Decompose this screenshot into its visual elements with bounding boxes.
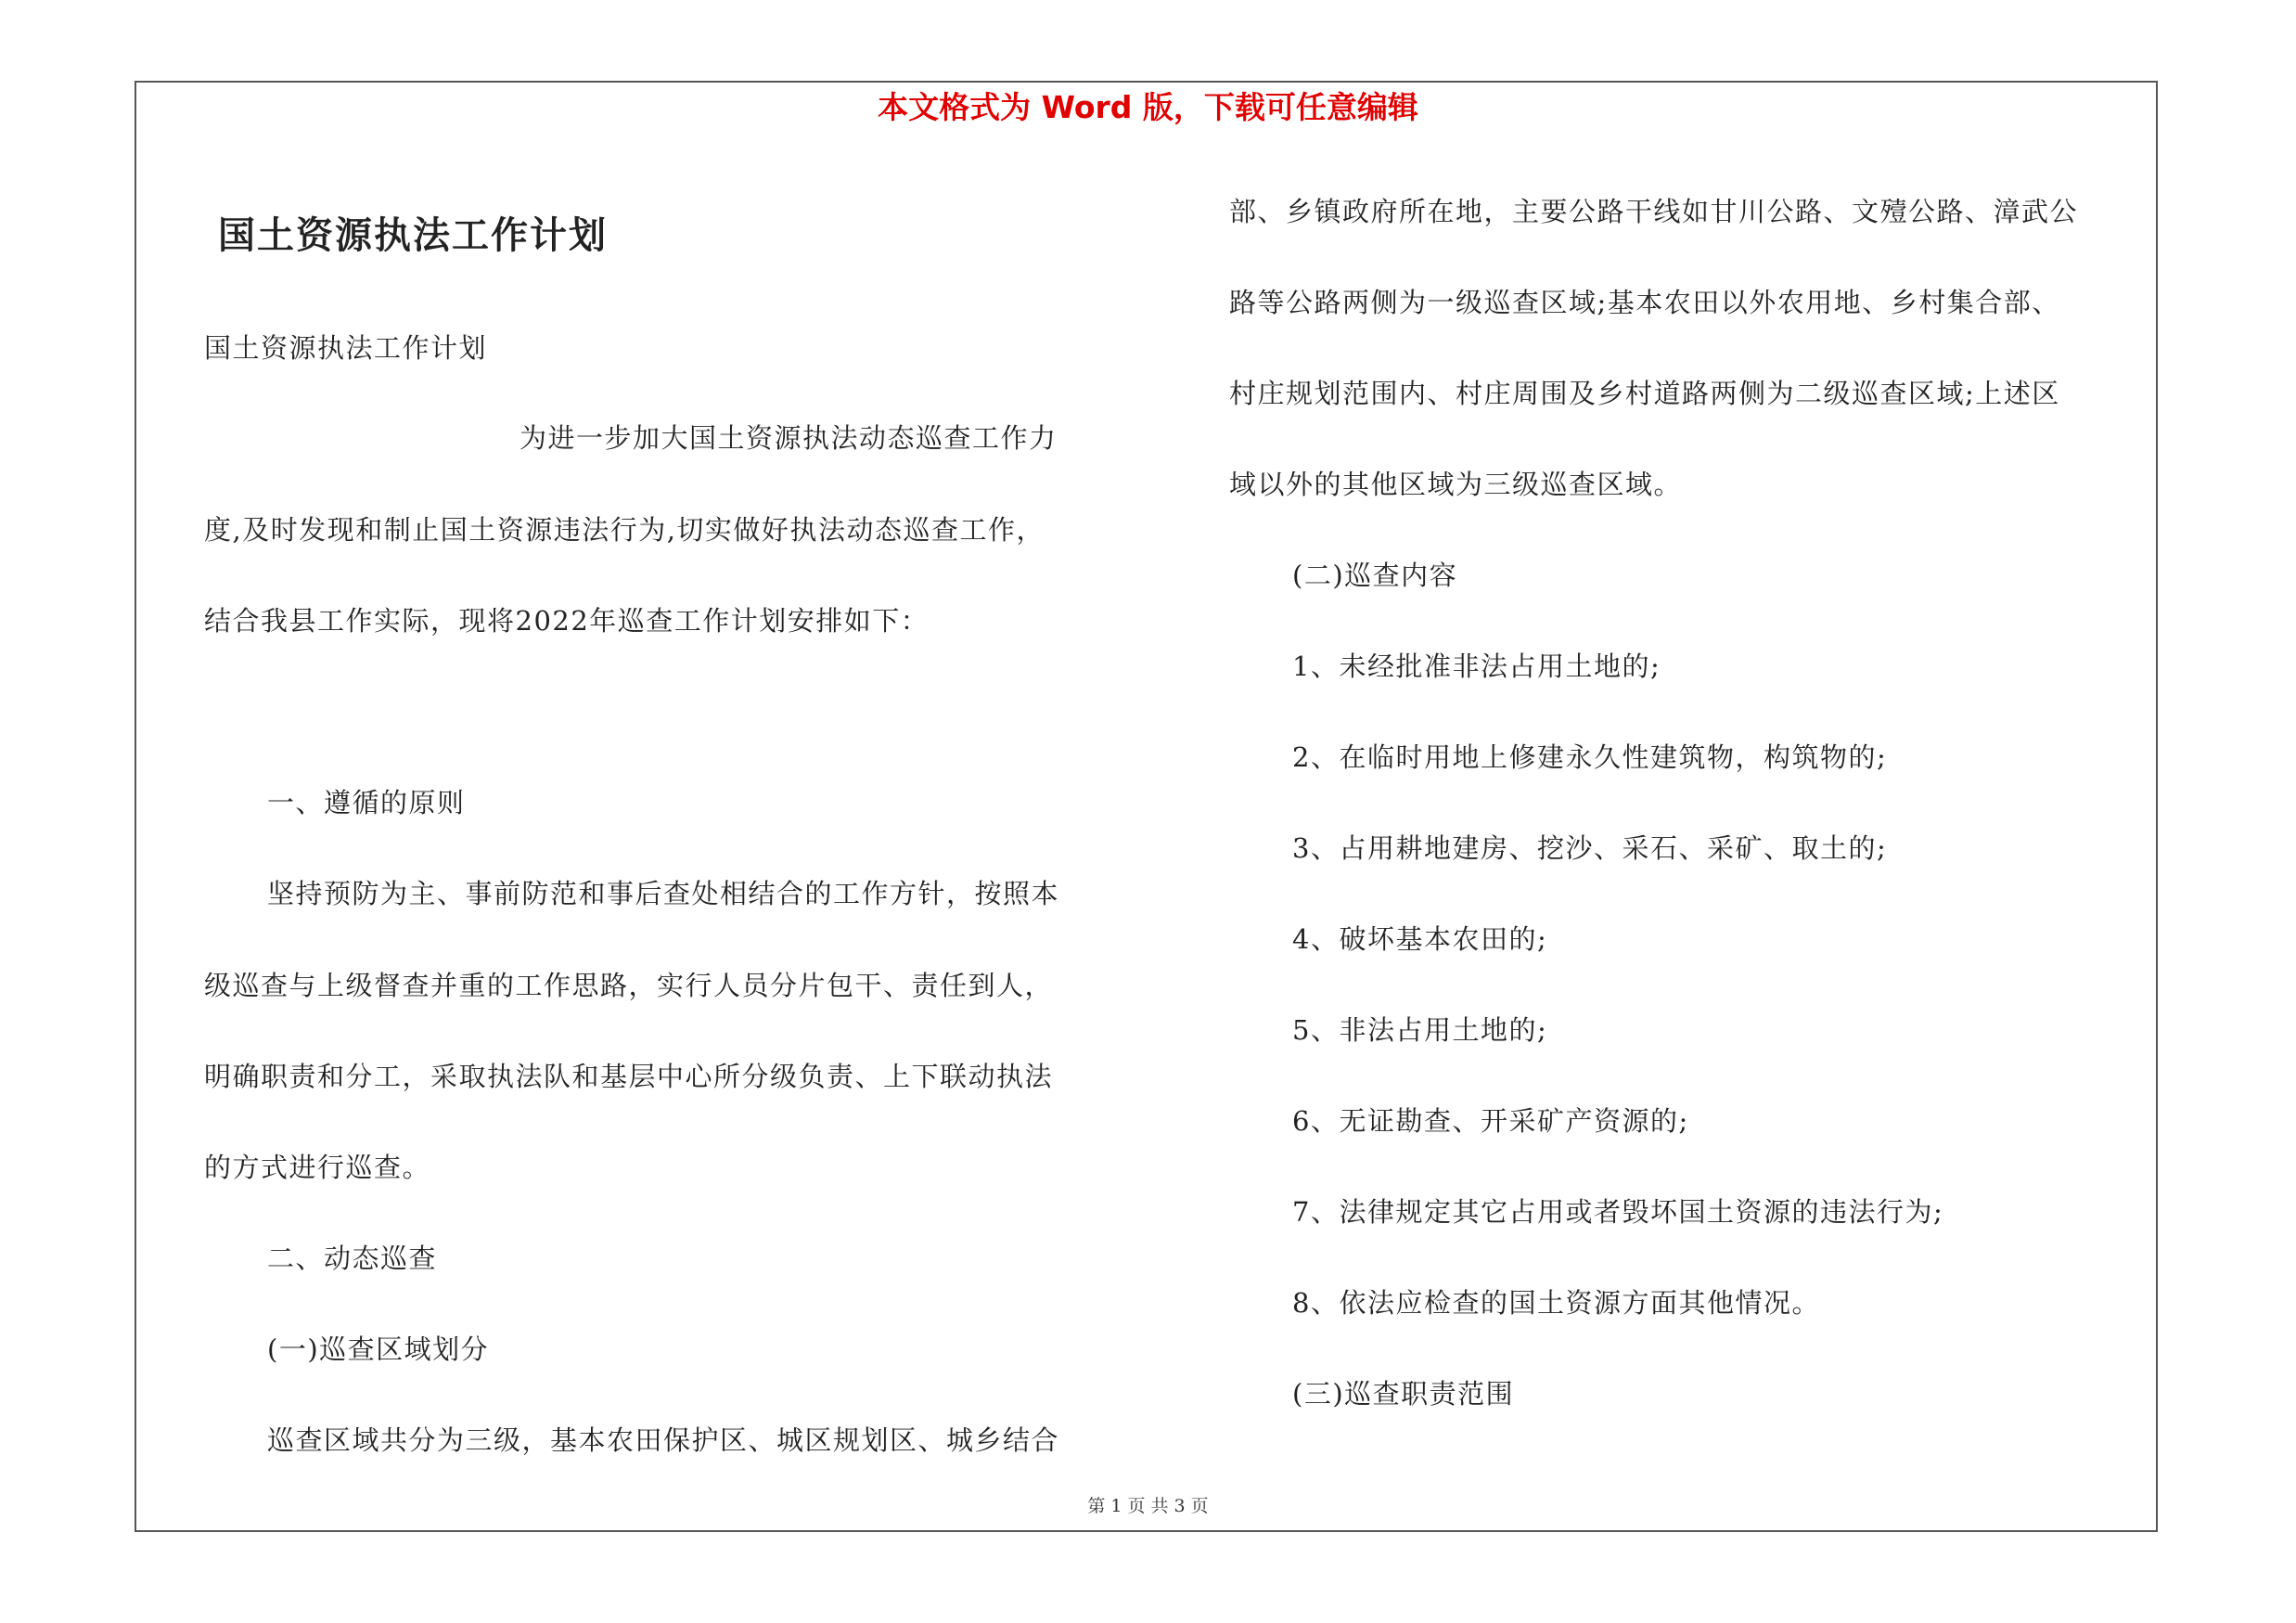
principles-line-1: 坚持预防为主、事前防范和事后查处相结合的工作方针，按照本 xyxy=(267,878,1060,909)
content-item-8: 8、依法应检查的国土资源方面其他情况。 xyxy=(1292,1287,1820,1319)
content-item-3: 3、占用耕地建房、挖沙、采石、采矿、取土的; xyxy=(1292,832,1888,864)
zones-line-2: 部、乡镇政府所在地，主要公路干线如甘川公路、文殪公路、漳武公 xyxy=(1229,196,2079,227)
intro-line-1: 为进一步加大国土资源执法动态巡查工作力 xyxy=(519,422,1058,454)
section-heading-patrol: 二、动态巡查 xyxy=(267,1243,438,1274)
intro-line-3: 结合我县工作实际，现将2022年巡查工作计划安排如下： xyxy=(204,605,930,637)
subsection-heading-duties: (三)巡查职责范围 xyxy=(1292,1378,1515,1410)
content-item-7: 7、法律规定其它占用或者毁坏国土资源的违法行为; xyxy=(1292,1196,1944,1228)
subsection-heading-content: (二)巡查内容 xyxy=(1292,560,1458,591)
section-heading-principles: 一、遵循的原则 xyxy=(267,787,466,818)
content-item-2: 2、在临时用地上修建永久性建筑物，构筑物的; xyxy=(1292,741,1888,773)
zones-line-3: 路等公路两侧为一级巡查区域;基本农田以外农用地、乡村集合部、 xyxy=(1229,287,2060,318)
page-number-footer: 第 1 页 共 3 页 xyxy=(1087,1496,1209,1516)
document-title: 国土资源执法工作计划 xyxy=(218,213,608,257)
content-item-1: 1、未经批准非法占用土地的; xyxy=(1292,650,1661,682)
content-item-5: 5、非法占用土地的; xyxy=(1292,1014,1548,1046)
content-item-4: 4、破坏基本农田的; xyxy=(1292,923,1548,955)
principles-line-3: 明确职责和分工，采取执法队和基层中心所分级负责、上下联动执法 xyxy=(204,1061,1054,1092)
zones-line-4: 村庄规划范围内、村庄周围及乡村道路两侧为二级巡查区域;上述区 xyxy=(1229,378,2060,409)
subtitle-line: 国土资源执法工作计划 xyxy=(204,332,488,364)
intro-line-2: 度,及时发现和制止国土资源违法行为,切实做好执法动态巡查工作， xyxy=(204,514,1045,546)
zones-line-1: 巡查区域共分为三级，基本农田保护区、城区规划区、城乡结合 xyxy=(267,1424,1060,1456)
principles-line-2: 级巡查与上级督查并重的工作思路，实行人员分片包干、责任到人， xyxy=(204,970,1054,1001)
subsection-heading-zones: (一)巡查区域划分 xyxy=(267,1333,490,1365)
edit-notice-banner: 本文格式为 Word 版，下载可任意编辑 xyxy=(878,89,1418,125)
zones-line-5: 域以外的其他区域为三级巡查区域。 xyxy=(1229,469,1683,500)
content-item-6: 6、无证勘查、开采矿产资源的; xyxy=(1292,1105,1689,1137)
principles-line-4: 的方式进行巡查。 xyxy=(204,1152,431,1183)
